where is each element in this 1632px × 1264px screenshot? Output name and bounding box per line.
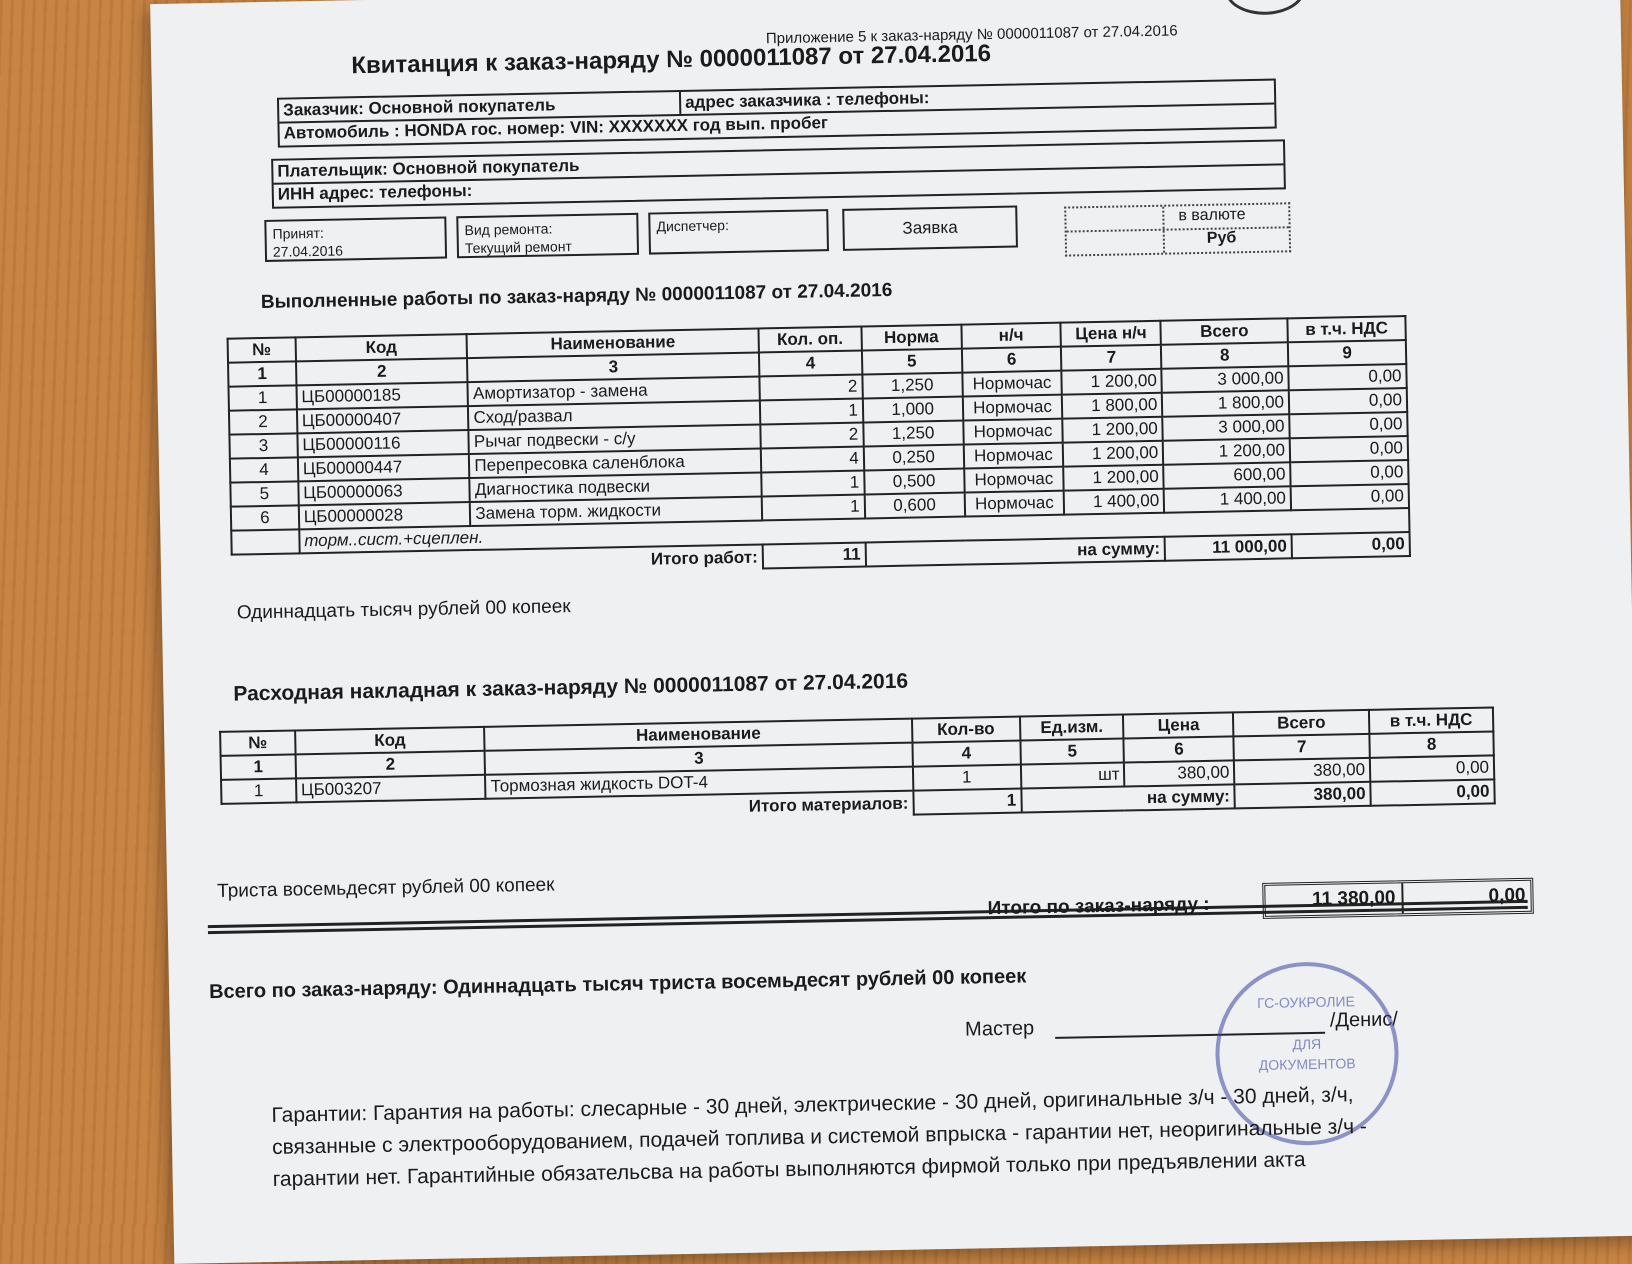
guarantee-line-1: Гарантии: Гарантия на работы: слесарные - 30 дней, электрические - 30 дней, оригинальные з/ч - 30 дней, з/ч, xyxy=(271,1083,1354,1127)
works-col-header: № xyxy=(228,337,296,362)
row-unit: Нормочас xyxy=(964,491,1064,517)
works-col-header: Всего xyxy=(1161,318,1288,344)
row-qty: 1 xyxy=(913,765,1021,791)
accepted-label: Принят: xyxy=(272,224,325,242)
accepted-box xyxy=(264,216,447,261)
master-label: Мастер xyxy=(964,1017,1035,1041)
row-name: Перепресовка саленблока xyxy=(469,448,761,478)
materials-total-qty: 1 xyxy=(913,789,1021,815)
document-title: Квитанция к заказ-наряду № 0000011087 от 27.04.2016 xyxy=(351,39,992,80)
row-number: 6 xyxy=(231,505,299,530)
works-amount-in-words: Одиннадцать тысяч рублей 00 копеек xyxy=(236,596,571,624)
works-col-number: 7 xyxy=(1061,345,1161,371)
works-total-qty: 11 xyxy=(763,542,866,568)
works-note: торм..сист.+сцеплен. xyxy=(299,508,1410,553)
row-price: 1 200,00 xyxy=(1063,417,1163,443)
row-ops: 2 xyxy=(759,375,862,401)
row-name: Замена торм. жидкости xyxy=(470,496,762,526)
works-total-label: Итого работ: xyxy=(650,547,758,569)
row-price: 1 200,00 xyxy=(1062,369,1162,395)
row-vat: 0,00 xyxy=(1291,484,1409,510)
row-code: ЦБ00000116 xyxy=(297,430,469,457)
works-table xyxy=(227,315,1411,580)
dispatcher-box xyxy=(648,209,829,254)
row-name: Сход/развал xyxy=(468,400,760,430)
row-unit: Нормочас xyxy=(962,395,1062,421)
certification-logo-icon xyxy=(1225,0,1306,15)
row-code: ЦБ00000447 xyxy=(298,454,470,481)
repair-type-label: Вид ремонта: xyxy=(464,220,553,239)
row-ops: 2 xyxy=(760,423,863,449)
works-col-header: Цена н/ч xyxy=(1061,321,1161,347)
row-unit: шт xyxy=(1021,763,1125,789)
grand-total-box xyxy=(1262,878,1534,919)
request-box xyxy=(842,206,1018,251)
works-total-vat: 0,00 xyxy=(1292,532,1410,558)
guarantee-line-2: связанные с электрооборудованием, подачей топлива и системой впрыска - гарантии нет, неоригинальные з/ч - xyxy=(271,1114,1368,1159)
materials-sum-label: на сумму: xyxy=(1021,784,1235,812)
currency-label: в валюте xyxy=(1178,206,1246,225)
row-number: 4 xyxy=(230,457,298,482)
works-col-number: 2 xyxy=(296,358,468,385)
works-col-number: 6 xyxy=(961,347,1061,373)
row-vat: 0,00 xyxy=(1288,364,1406,390)
works-col-number: 3 xyxy=(467,352,759,382)
row-ops: 4 xyxy=(761,446,864,472)
row-code: ЦБ00000028 xyxy=(299,502,471,529)
works-col-header: Кол. оп. xyxy=(758,327,861,353)
materials-col-header: Ед.изм. xyxy=(1020,715,1124,741)
row-total: 600,00 xyxy=(1163,462,1290,488)
row-price: 1 200,00 xyxy=(1063,441,1163,467)
car-info: Автомобиль : HONDA гос. номер: VIN: XXXXXXX год вып. пробег xyxy=(283,113,829,143)
materials-col-header: Код xyxy=(295,727,485,755)
materials-col-number: 8 xyxy=(1369,731,1493,757)
row-ops: 1 xyxy=(761,470,864,496)
dispatcher-label: Диспетчер: xyxy=(656,217,730,235)
row-unit: Нормочас xyxy=(962,371,1062,397)
row-name: Диагностика подвески xyxy=(470,472,762,502)
row-ops: 1 xyxy=(760,399,863,425)
currency-box xyxy=(1064,202,1291,256)
materials-col-header: Цена xyxy=(1123,712,1233,738)
materials-col-number: 6 xyxy=(1124,736,1234,762)
row-code: ЦБ003207 xyxy=(296,775,486,803)
row-unit: Нормочас xyxy=(963,419,1063,445)
row-name: Рычаг подвески - с/у xyxy=(469,424,761,454)
customer-name: Заказчик: Основной покупатель xyxy=(283,95,556,120)
appendix-note: Приложение 5 к заказ-наряду № 0000011087 от 27.04.2016 xyxy=(765,22,1178,48)
materials-col-header: Кол-во xyxy=(912,717,1020,743)
works-col-number: 8 xyxy=(1161,342,1288,368)
row-norm: 1,250 xyxy=(862,373,962,399)
receipt-paper xyxy=(150,0,1632,1264)
row-name: Тормозная жидкость DOT-4 xyxy=(485,767,913,799)
works-col-number: 5 xyxy=(862,349,962,375)
row-name: Амортизатор - замена xyxy=(468,376,760,406)
materials-col-header: в т.ч. НДС xyxy=(1369,707,1493,733)
row-total: 1 200,00 xyxy=(1163,438,1290,464)
guarantee-line-3: гарантии нет. Гарантийные обязательсва на работы выполняются фирмой только при предъявлении акта xyxy=(272,1148,1306,1191)
works-col-number: 4 xyxy=(759,351,862,377)
materials-col-header: № xyxy=(220,730,295,755)
row-unit: Нормочас xyxy=(963,443,1063,469)
works-col-header: н/ч xyxy=(961,323,1061,349)
row-norm: 0,600 xyxy=(864,493,964,519)
works-total-sum: 11 000,00 xyxy=(1165,534,1292,560)
materials-col-header: Наименование xyxy=(485,719,913,751)
row-code: ЦБ00000185 xyxy=(296,382,468,409)
materials-amount-in-words: Триста восемьдесят рублей 00 копеек xyxy=(216,874,555,902)
row-norm: 1,250 xyxy=(863,421,963,447)
payer-name: Плательщик: Основной покупатель xyxy=(277,155,580,181)
works-col-header: Наименование xyxy=(467,328,759,358)
row-number: 1 xyxy=(228,385,296,410)
materials-total-sum: 380,00 xyxy=(1235,782,1371,809)
materials-col-header: Всего xyxy=(1233,710,1369,737)
row-norm: 0,250 xyxy=(864,445,964,471)
row-number: 2 xyxy=(229,409,297,434)
row-total: 1 800,00 xyxy=(1162,390,1289,416)
row-price: 1 800,00 xyxy=(1062,393,1162,419)
works-col-number: 1 xyxy=(228,361,296,386)
materials-heading: Расходная накладная к заказ-наряду № 0000011087 от 27.04.2016 xyxy=(233,669,909,706)
materials-col-number: 2 xyxy=(295,751,485,779)
works-sum-label: на сумму: xyxy=(865,537,1165,567)
guarantee-text xyxy=(271,1079,1368,1196)
row-vat: 0,00 xyxy=(1289,412,1407,438)
row-price: 380,00 xyxy=(1124,760,1234,786)
payer-block xyxy=(271,139,1286,208)
works-col-number: 9 xyxy=(1288,340,1406,366)
row-number: 3 xyxy=(229,433,297,458)
row-code: ЦБ00000407 xyxy=(297,406,469,433)
row-number: 1 xyxy=(221,778,296,803)
row-vat: 0,00 xyxy=(1370,755,1494,781)
row-total: 3 000,00 xyxy=(1163,414,1290,440)
currency-value: Руб xyxy=(1206,229,1237,247)
grand-total-label: Итого по заказ-наряду : xyxy=(987,893,1210,920)
customer-block xyxy=(277,79,1277,148)
materials-total-vat: 0,00 xyxy=(1370,779,1494,805)
materials-col-number: 1 xyxy=(221,754,296,779)
grand-total-in-words: Всего по заказ-наряду: Одиннадцать тысяч триста восемьдесят рублей 00 копеек xyxy=(208,965,1027,1004)
customer-address: адрес заказчика : телефоны: xyxy=(684,88,930,112)
row-vat: 0,00 xyxy=(1290,436,1408,462)
row-price: 1 200,00 xyxy=(1064,465,1164,491)
row-total: 380,00 xyxy=(1234,758,1370,785)
materials-col-number: 3 xyxy=(485,743,913,775)
row-vat: 0,00 xyxy=(1289,388,1407,414)
request-label: Заявка xyxy=(902,217,958,238)
stamp-line-1: ГС-ОУКРОЛИЕ xyxy=(1257,993,1356,1012)
grand-total-vat: 0,00 xyxy=(1488,884,1526,907)
works-col-header: в т.ч. НДС xyxy=(1287,316,1405,342)
repair-type-value: Текущий ремонт xyxy=(464,238,573,257)
materials-table xyxy=(219,706,1496,828)
row-norm: 0,500 xyxy=(864,469,964,495)
works-heading: Выполненные работы по заказ-наряду № 0000011087 от 27.04.2016 xyxy=(260,279,893,314)
works-col-header: Код xyxy=(295,334,467,361)
row-unit: Нормочас xyxy=(964,467,1064,493)
grand-total-sum: 11 380,00 xyxy=(1311,887,1396,910)
materials-col-number: 7 xyxy=(1234,734,1370,761)
materials-total-label: Итого материалов: xyxy=(748,793,909,816)
stamp-line-3: ДОКУМЕНТОВ xyxy=(1258,1055,1356,1074)
row-norm: 1,000 xyxy=(863,397,963,423)
accepted-date: 27.04.2016 xyxy=(272,242,344,260)
row-vat: 0,00 xyxy=(1290,460,1408,486)
row-total: 1 400,00 xyxy=(1164,486,1291,512)
materials-col-number: 4 xyxy=(912,741,1020,767)
row-total: 3 000,00 xyxy=(1162,366,1289,392)
materials-col-number: 5 xyxy=(1020,739,1124,765)
payer-details: ИНН адрес: телефоны: xyxy=(277,180,473,204)
repair-type-box xyxy=(456,213,639,258)
row-code: ЦБ00000063 xyxy=(298,478,470,505)
works-col-header: Норма xyxy=(861,325,961,351)
master-name: /Денис/ xyxy=(1329,1008,1399,1032)
row-ops: 1 xyxy=(762,494,865,520)
row-number: 5 xyxy=(230,481,298,506)
stamp-line-2: ДЛЯ xyxy=(1292,1035,1322,1053)
row-price: 1 400,00 xyxy=(1064,489,1164,515)
